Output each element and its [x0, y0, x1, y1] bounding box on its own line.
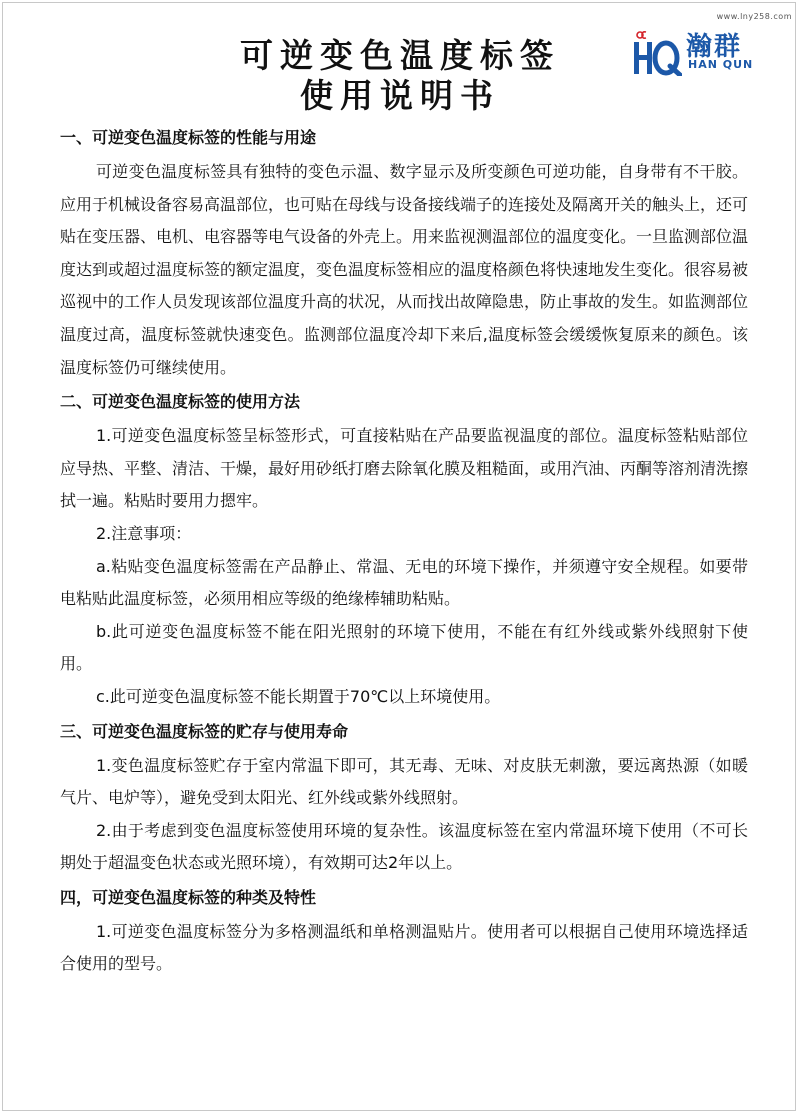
paragraph: c.此可逆变色温度标签不能长期置于70℃以上环境使用。 [96, 686, 501, 706]
document-body [60, 120, 748, 981]
section-heading: 四，可逆变色温度标签的种类及特性 [60, 887, 317, 907]
site-url: www.lny258.com [716, 12, 792, 21]
section-usage [60, 384, 748, 713]
section-heading: 一、可逆变色温度标签的性能与用途 [60, 128, 317, 147]
paragraph: 2.由于考虑到变色温度标签使用环境的复杂性。该温度标签在室内常温环境下使用（不可长期处于超温变色状态或光照环境），有效期可达2年以上。 [60, 820, 748, 873]
logo-name-en: HAN QUN [688, 58, 754, 71]
paragraph: a.粘贴变色温度标签需在产品静止、常温、无电的环境下操作，并须遵守安全规程。如要带电粘贴此温度标签，必须用相应等级的绝缘棒辅助粘贴。 [60, 556, 748, 609]
paragraph: 1.可逆变色温度标签呈标签形式，可直接粘贴在产品要监视温度的部位。温度标签粘贴部位应导热、平整、清洁、干燥，最好用砂纸打磨去除氧化膜及粗糙面，或用汽油、丙酮等溶剂清洗擦拭一遍。粘贴时要用力摁牢。 [60, 426, 749, 511]
paragraph: 可逆变色温度标签具有独特的变色示温、数字显示及所变颜色可逆功能，自身带有不干胶。应用于机械设备容易高温部位，也可贴在母线与设备接线端子的连接处及隔离开关的触头上，还可贴在变压器、电机、电容器等电气设备的外壳上。用来监视测温部位的温度变化。一旦监测部位温度达到或超过温度标签的额定温度，变色温度标签相应的温度格颜色将快速地发生变化。很容易被巡视中的工作人员发现该部位温度升高的状况，从而找出故障隐患，防止事故的发生。如监测部位温度过高，温度标签就快速变色。监测部位温度冷却下来后,温度标签会缓缓恢复原来的颜色。该温度标签仍可继续使用。 [60, 162, 749, 377]
section-performance [60, 120, 748, 384]
section-storage [60, 714, 748, 880]
logo-name-cn: 瀚群 [686, 32, 743, 62]
section-types [60, 880, 748, 981]
page-title-line2: 使用说明书 [300, 76, 500, 115]
paragraph: 2.注意事项： [96, 523, 192, 543]
section-heading: 三、可逆变色温度标签的贮存与使用寿命 [60, 721, 349, 741]
page-title-line1: 可逆变色温度标签 [240, 36, 560, 75]
paragraph: b.此可逆变色温度标签不能在阳光照射的环境下使用，不能在有红外线或紫外线照射下使用。 [60, 621, 748, 674]
section-heading: 二、可逆变色温度标签的使用方法 [60, 392, 301, 412]
paragraph: 1.可逆变色温度标签分为多格测温纸和单格测温贴片。使用者可以根据自己使用环境选择适合使用的型号。 [60, 921, 748, 974]
paragraph: 1.变色温度标签贮存于室内常温下即可，其无毒、无味、对皮肤无刺激，要远离热源（如暖气片、电炉等），避免受到太阳光、红外线或紫外线照射。 [60, 755, 748, 808]
